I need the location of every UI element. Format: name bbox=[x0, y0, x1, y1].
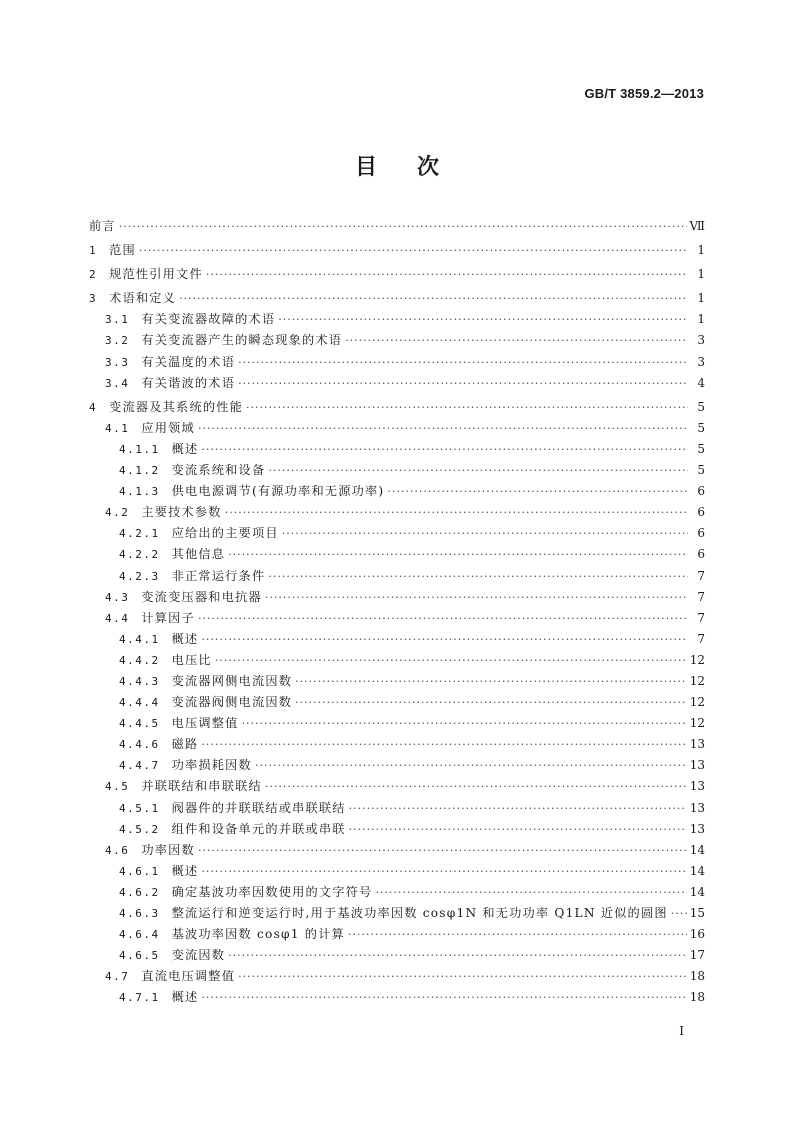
toc-entry[interactable] bbox=[89, 630, 705, 651]
toc-entry-number: 4.6 bbox=[105, 843, 130, 857]
toc-dot-leader bbox=[201, 633, 688, 646]
toc-entry[interactable] bbox=[89, 567, 705, 588]
toc-entry-page: 12 bbox=[689, 652, 705, 667]
toc-entry-number: 4.2 bbox=[105, 506, 130, 520]
toc-entry[interactable] bbox=[89, 310, 705, 331]
toc-entry[interactable] bbox=[89, 904, 705, 925]
toc-entry-title: 组件和设备单元的并联或串联 bbox=[171, 821, 346, 836]
toc-entry-number: 4.4.3 bbox=[119, 674, 160, 688]
toc-entry[interactable] bbox=[89, 289, 705, 310]
toc-dot-leader bbox=[345, 334, 688, 347]
toc-entry-number: 4.2.3 bbox=[119, 569, 160, 583]
toc-entry-title: 基波功率因数 cosφ1 的计算 bbox=[171, 927, 345, 942]
toc-entry-number: 4.7.1 bbox=[119, 991, 160, 1005]
toc-entry[interactable] bbox=[89, 820, 705, 841]
toc-entry-page: 14 bbox=[689, 884, 705, 899]
toc-entry-number: 4.1.2 bbox=[119, 464, 160, 478]
toc-entry[interactable] bbox=[89, 862, 705, 883]
toc-dot-leader bbox=[282, 527, 688, 540]
toc-entry-number: 4.2.2 bbox=[119, 548, 160, 562]
toc-entry-title: 供电电源调节(有源功率和无源功率) bbox=[171, 484, 385, 499]
toc-entry-title: 非正常运行条件 bbox=[171, 568, 266, 583]
toc-entry-page: 1 bbox=[697, 267, 705, 282]
toc-entry-number: 4.3 bbox=[105, 590, 130, 604]
toc-dot-leader bbox=[179, 292, 688, 305]
toc-entry-number: 4.4 bbox=[105, 611, 130, 625]
toc-entry-title: 有关温度的术语 bbox=[141, 354, 236, 369]
toc-entry-title: 计算因子 bbox=[141, 610, 195, 625]
toc-entry-page: 3 bbox=[697, 354, 705, 369]
toc-entry-page: 3 bbox=[697, 333, 705, 348]
toc-entry-page: 5 bbox=[697, 463, 705, 478]
toc-entry-number: 4.6.4 bbox=[119, 928, 160, 942]
toc-entry-title: 变流器及其系统的性能 bbox=[109, 399, 243, 414]
toc-entry-number: 3.4 bbox=[105, 376, 130, 390]
toc-entry-page: 7 bbox=[697, 610, 705, 625]
toc-entry-number: 4.6.5 bbox=[119, 949, 160, 963]
toc-entry-page: 13 bbox=[689, 800, 705, 815]
toc-entry[interactable] bbox=[89, 588, 705, 609]
toc-entry-title: 变流器网侧电流因数 bbox=[171, 673, 293, 688]
toc-dot-leader bbox=[201, 991, 686, 1004]
toc-entry[interactable] bbox=[89, 735, 705, 756]
toc-entry[interactable] bbox=[89, 374, 705, 395]
toc-entry-title: 并联联结和串联联结 bbox=[141, 779, 262, 794]
toc-entry-page: 15 bbox=[689, 906, 705, 920]
toc-dot-leader bbox=[198, 422, 688, 435]
toc-entry[interactable] bbox=[89, 217, 705, 238]
toc-dot-leader bbox=[265, 591, 688, 604]
toc-dot-leader bbox=[295, 675, 687, 688]
toc-entry-page: 16 bbox=[689, 927, 705, 942]
toc-entry[interactable] bbox=[89, 883, 705, 904]
toc-entry[interactable] bbox=[89, 503, 705, 524]
toc-entry[interactable] bbox=[89, 756, 705, 777]
toc-dot-leader bbox=[246, 401, 688, 414]
toc-entry-number: 3.2 bbox=[105, 334, 130, 348]
toc-entry-number: 4.4.7 bbox=[119, 759, 160, 773]
table-of-contents bbox=[89, 217, 705, 1009]
toc-entry-page: 14 bbox=[689, 842, 705, 857]
toc-entry-number: 4.1.1 bbox=[119, 442, 160, 456]
toc-entry-number: 1 bbox=[89, 244, 98, 258]
toc-dot-leader bbox=[228, 949, 687, 962]
toc-entry-page: 6 bbox=[697, 526, 705, 541]
toc-entry-number: 4.5.2 bbox=[119, 822, 160, 836]
toc-entry[interactable] bbox=[89, 946, 705, 967]
toc-entry-title: 前言 bbox=[89, 219, 116, 233]
toc-entry-number: 4.5 bbox=[105, 780, 130, 794]
toc-entry-page: 13 bbox=[689, 737, 705, 752]
toc-entry-page: 6 bbox=[697, 505, 705, 520]
toc-dot-leader bbox=[238, 377, 688, 390]
toc-entry-page: 17 bbox=[689, 948, 705, 963]
toc-entry-page: 6 bbox=[697, 484, 705, 499]
toc-entry-title: 范围 bbox=[109, 243, 136, 258]
toc-entry-page: 6 bbox=[697, 547, 705, 562]
toc-entry[interactable] bbox=[89, 524, 705, 545]
toc-entry-title: 术语和定义 bbox=[109, 291, 177, 306]
toc-entry-page: 18 bbox=[689, 990, 705, 1005]
toc-entry[interactable] bbox=[89, 609, 705, 630]
toc-dot-leader bbox=[119, 220, 687, 233]
toc-entry-title: 变流变压器和电抗器 bbox=[141, 589, 262, 604]
toc-entry[interactable] bbox=[89, 440, 705, 461]
toc-entry-number: 3 bbox=[89, 292, 98, 306]
toc-entry-title: 应给出的主要项目 bbox=[171, 526, 279, 541]
page-folio: I bbox=[679, 1024, 684, 1038]
toc-entry-page: 7 bbox=[697, 631, 705, 646]
toc-entry-title: 电压比 bbox=[171, 652, 212, 667]
toc-entry-title: 主要技术参数 bbox=[141, 505, 222, 520]
toc-entry-number: 4.1.3 bbox=[119, 485, 160, 499]
toc-entry[interactable] bbox=[89, 398, 705, 419]
toc-entry-number: 4.1 bbox=[105, 421, 130, 435]
toc-entry-title: 有关变流器产生的瞬态现象的术语 bbox=[141, 333, 343, 348]
toc-dot-leader bbox=[278, 313, 688, 326]
toc-entry-title: 电压调整值 bbox=[171, 716, 239, 731]
toc-entry-page: 4 bbox=[697, 375, 705, 390]
toc-entry-number: 4 bbox=[89, 400, 98, 414]
toc-dot-leader bbox=[349, 802, 687, 815]
toc-entry-title: 功率损耗因数 bbox=[171, 758, 252, 773]
toc-entry-title: 规范性引用文件 bbox=[109, 267, 203, 282]
toc-entry-title: 阀器件的并联联结或串联联结 bbox=[171, 800, 346, 815]
toc-dot-leader bbox=[348, 928, 687, 941]
toc-entry[interactable] bbox=[89, 482, 705, 503]
toc-entry-title: 磁路 bbox=[171, 737, 199, 752]
toc-entry-number: 4.4.5 bbox=[119, 717, 160, 731]
toc-dot-leader bbox=[671, 907, 687, 920]
toc-entry-page: 13 bbox=[689, 821, 705, 836]
toc-entry-number: 4.6.2 bbox=[119, 885, 160, 899]
toc-dot-leader bbox=[198, 612, 688, 625]
toc-entry-title: 概述 bbox=[171, 631, 199, 646]
toc-dot-leader bbox=[215, 654, 687, 667]
toc-entry-page: 13 bbox=[689, 779, 705, 794]
toc-entry-page: 12 bbox=[689, 673, 705, 688]
toc-dot-leader bbox=[242, 717, 687, 730]
toc-entry-page: 7 bbox=[697, 568, 705, 583]
toc-entry-title: 概述 bbox=[171, 441, 199, 456]
toc-entry-page: 1 bbox=[697, 243, 705, 258]
toc-entry[interactable] bbox=[89, 967, 705, 988]
toc-entry-number: 4.6.3 bbox=[119, 907, 160, 920]
toc-entry-title: 确定基波功率因数使用的文字符号 bbox=[171, 884, 373, 899]
toc-dot-leader bbox=[255, 759, 687, 772]
toc-entry-number: 4.5.1 bbox=[119, 801, 160, 815]
toc-entry[interactable] bbox=[89, 353, 705, 374]
toc-entry-title: 有关变流器故障的术语 bbox=[141, 312, 276, 327]
toc-entry[interactable] bbox=[89, 265, 705, 286]
toc-entry-title: 其他信息 bbox=[171, 547, 226, 562]
toc-entry-number: 4.4.4 bbox=[119, 696, 160, 710]
toc-entry[interactable] bbox=[89, 241, 705, 262]
toc-dot-leader bbox=[228, 548, 688, 561]
toc-entry-title: 概述 bbox=[171, 863, 199, 878]
toc-entry[interactable] bbox=[89, 693, 705, 714]
toc-entry-title: 功率因数 bbox=[141, 842, 195, 857]
toc-entry[interactable] bbox=[89, 714, 705, 735]
toc-entry[interactable] bbox=[89, 799, 705, 820]
toc-entry-number: 4.6.1 bbox=[119, 864, 160, 878]
toc-entry-page: 1 bbox=[697, 312, 705, 327]
toc-dot-leader bbox=[225, 506, 688, 519]
toc-entry-number: 2 bbox=[89, 268, 98, 282]
toc-entry[interactable] bbox=[89, 461, 705, 482]
toc-entry-page: 18 bbox=[689, 969, 705, 984]
toc-entry-title: 变流系统和设备 bbox=[171, 463, 266, 478]
toc-dot-leader bbox=[387, 485, 688, 498]
toc-dot-leader bbox=[201, 443, 688, 456]
toc-dot-leader bbox=[265, 780, 687, 793]
toc-dot-leader bbox=[295, 696, 687, 709]
toc-entry-page: 14 bbox=[689, 863, 705, 878]
toc-dot-leader bbox=[238, 356, 688, 369]
toc-dot-leader bbox=[375, 886, 686, 899]
toc-entry[interactable] bbox=[89, 545, 705, 566]
toc-entry-title: 应用领域 bbox=[141, 420, 195, 435]
standard-code: GB/T 3859.2—2013 bbox=[584, 86, 704, 101]
toc-entry-number: 4.4.1 bbox=[119, 632, 160, 646]
toc-entry-number: 3.3 bbox=[105, 355, 130, 369]
toc-entry[interactable] bbox=[89, 841, 705, 862]
toc-dot-leader bbox=[139, 244, 688, 257]
toc-entry-number: 4.2.1 bbox=[119, 527, 160, 541]
toc-entry-page: 1 bbox=[697, 291, 705, 306]
toc-entry-title: 概述 bbox=[171, 990, 199, 1005]
toc-entry-page: 5 bbox=[697, 399, 705, 414]
toc-entry-page: 12 bbox=[689, 716, 705, 731]
toc-entry-title: 整流运行和逆变运行时,用于基波功率因数 cosφ1N 和无功功率 Q1LN 近似的圆图 bbox=[171, 906, 668, 920]
toc-entry-title: 变流器阀侧电流因数 bbox=[171, 695, 293, 710]
toc-dot-leader bbox=[198, 844, 687, 857]
toc-dot-leader bbox=[268, 570, 688, 583]
toc-dot-leader bbox=[201, 865, 686, 878]
toc-entry[interactable] bbox=[89, 651, 705, 672]
toc-dot-leader bbox=[206, 268, 688, 281]
toc-dot-leader bbox=[238, 970, 687, 983]
toc-dot-leader bbox=[268, 464, 688, 477]
toc-dot-leader bbox=[201, 738, 686, 751]
toc-entry-page: 12 bbox=[689, 695, 705, 710]
toc-entry-page: 5 bbox=[697, 420, 705, 435]
toc-entry[interactable] bbox=[89, 777, 705, 798]
toc-entry-page: Ⅶ bbox=[689, 219, 705, 233]
toc-entry-number: 4.4.2 bbox=[119, 653, 160, 667]
toc-entry-number: 3.1 bbox=[105, 313, 130, 327]
toc-entry-number: 4.7 bbox=[105, 970, 130, 984]
toc-entry-title: 变流因数 bbox=[171, 948, 226, 963]
toc-entry-number: 4.4.6 bbox=[119, 738, 160, 752]
toc-entry-title: 直流电压调整值 bbox=[141, 969, 236, 984]
toc-dot-leader bbox=[349, 823, 687, 836]
toc-entry-page: 5 bbox=[697, 441, 705, 456]
toc-entry-page: 13 bbox=[689, 758, 705, 773]
toc-entry[interactable] bbox=[89, 419, 705, 440]
toc-entry-page: 7 bbox=[697, 589, 705, 604]
toc-entry-title: 有关谐波的术语 bbox=[141, 375, 236, 390]
toc-entry[interactable] bbox=[89, 925, 705, 946]
toc-entry[interactable] bbox=[89, 988, 705, 1009]
toc-entry[interactable] bbox=[89, 331, 705, 352]
toc-entry[interactable] bbox=[89, 672, 705, 693]
page-title: 目次 bbox=[354, 154, 479, 180]
